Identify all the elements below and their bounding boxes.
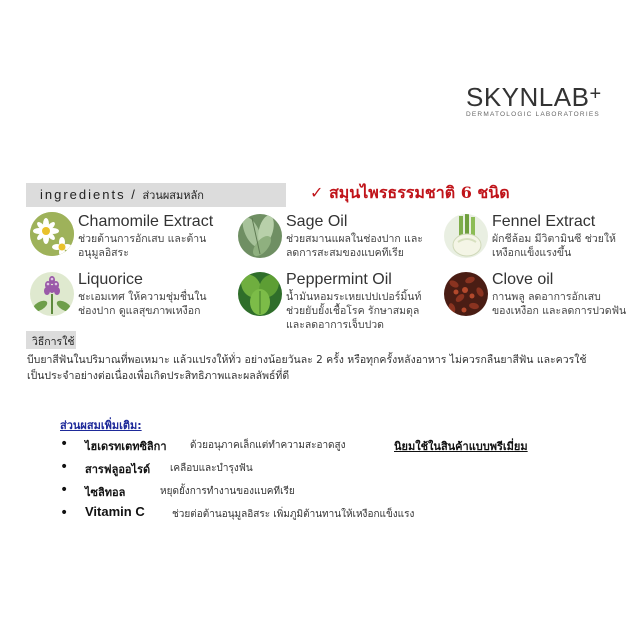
ingredient-desc: ชะเอมเทศ ให้ความชุ่มชื่นใน ช่องปาก ดูแลสุขภาพเหงือก (78, 291, 207, 317)
item-name: Vitamin C (85, 504, 145, 519)
usage-header (26, 331, 76, 349)
brand-logo (466, 84, 626, 118)
ingredients-header-label: ingredients / ส่วนผสมหลัก (40, 187, 204, 202)
ingredient-desc: ผักชีล้อม มีวิตามินซี ช่วยให้ เหงือกแข็งแรงขึ้น (492, 233, 616, 259)
ingredient-name: Liquorice (78, 271, 143, 288)
brand-tagline: DERMATOLOGIC LABORATORIES (466, 111, 600, 118)
bullet: • (60, 482, 69, 498)
usage-text: บีบยาสีฟันในปริมาณที่พอเหมาะ แล้วแปรงให้ทั่ว อย่างน้อยวันละ 2 ครั้ง หรือทุกครั้งหลังอาหาร ไม่ควรกลืนยาสีฟัน และควรใช้ เป็นประจำอย่างต่อเนื่องเพื่อเกิดประสิทธิภาพและผลลัพธ์ที่ดี (27, 354, 587, 382)
ingredient-desc: กานพลู ลดอาการอักเสบ ของเหงือก และลดการปวดฟัน (492, 291, 627, 317)
extra-ingredients-title: ส่วนผสมเพิ่มเติม: (60, 419, 142, 432)
item-desc: เคลือบและบำรุงฟัน (170, 463, 253, 474)
brand-plus: + (589, 83, 602, 105)
bullet: • (60, 505, 69, 521)
herbs-heading: ✓ สมุนไพรธรรมชาติ 6 ชนิด (310, 183, 510, 202)
chamomile-flower-icon (30, 212, 74, 256)
ingredient-name: Clove oil (492, 271, 554, 288)
sage-leaf-icon (238, 214, 282, 258)
ingredient-desc: ช่วยต้านการอักเสบ และต้าน อนุมูลอิสระ (78, 233, 207, 259)
ingredient-name: Chamomile Extract (78, 213, 214, 230)
peppermint-leaf-icon (238, 272, 282, 316)
item-name: ไฮเดรทเตทซิลิกา (85, 440, 167, 453)
ingredient-name: Sage Oil (286, 213, 348, 230)
ingredient-desc: น้ำมันหอมระเหยเปปเปอร์มิ้นท์ ช่วยยับยั้งเชื้อโรค รักษาสมดุล และลดอาการเจ็บปวด (286, 291, 422, 331)
item-highlight: นิยมใช้ในสินค้าแบบพรีเมี่ยม (394, 440, 528, 453)
fennel-bulb-icon (444, 214, 488, 258)
check-icon: ✓ (310, 183, 324, 202)
item-desc: ด้วยอนุภาคเล็กแต่ทำความสะอาดสูง (190, 440, 346, 451)
ingredient-name: Peppermint Oil (286, 271, 392, 288)
ingredient-name: Fennel Extract (492, 213, 596, 230)
clove-icon (444, 272, 488, 316)
usage-title: วิธีการใช้ (32, 336, 75, 348)
item-name: ไซลิทอล (85, 486, 126, 499)
item-desc: หยุดยั้งการทำงานของแบคทีเรีย (160, 486, 295, 497)
item-desc: ช่วยต่อต้านอนุมูลอิสระ เพิ่มภูมิต้านทานให้เหงือกแข็งแรง (172, 509, 415, 520)
bullet: • (60, 436, 69, 452)
liquorice-flower-icon (30, 272, 74, 316)
brand-name: SKYNLAB+ (466, 82, 602, 112)
item-name: สารฟลูออไรด์ (85, 463, 151, 476)
bullet: • (60, 459, 69, 475)
ingredients-header (26, 183, 286, 207)
ingredient-desc: ช่วยสมานแผลในช่องปาก และ ลดการสะสมของแบคทีเรีย (286, 233, 423, 259)
